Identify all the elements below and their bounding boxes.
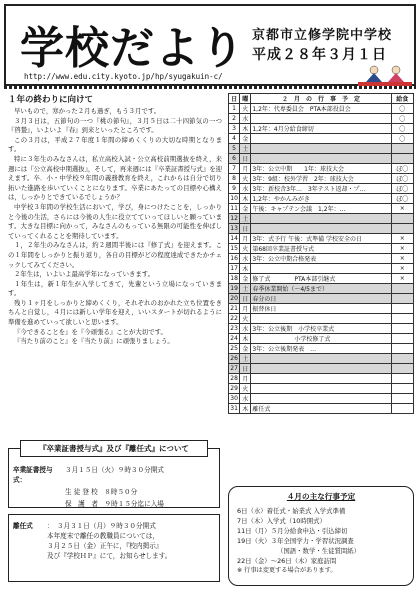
calendar-event-cell: 3年：公立中期 1年：球技大会 bbox=[251, 164, 391, 174]
calendar-event-cell: 3年：公立中期合格発表 bbox=[251, 254, 391, 264]
calendar-day-cell: 26 bbox=[230, 355, 238, 362]
april-title: ４月の主な行事予定 bbox=[286, 492, 356, 501]
calendar-day-cell: 31 bbox=[230, 405, 238, 412]
calendar-event-cell: 3年：9組：校外学習 2年：球技大会 bbox=[251, 174, 391, 184]
calendar-lunch-cell: 〇 bbox=[391, 104, 413, 114]
calendar-day-cell: 20 bbox=[230, 295, 238, 302]
calendar-day-cell: 8 bbox=[229, 174, 240, 184]
calendar-weekday-cell: 水 bbox=[240, 254, 251, 264]
calendar-day-cell: 30 bbox=[230, 395, 238, 402]
calendar-day-cell: 24 bbox=[230, 335, 238, 342]
calendar-row bbox=[229, 164, 414, 174]
calendar-lunch-cell bbox=[391, 224, 413, 234]
calendar-row bbox=[229, 144, 414, 154]
calendar-event-cell bbox=[251, 384, 391, 394]
calendar-row bbox=[229, 194, 414, 204]
calendar-weekday-cell: 火 bbox=[240, 174, 251, 184]
retirement-row bbox=[13, 541, 215, 551]
calendar-day-cell: 14 bbox=[230, 235, 238, 242]
calendar-event-cell: 小学校修了式 bbox=[251, 334, 391, 344]
calendar-event-cell bbox=[251, 374, 391, 384]
calendar-weekday-cell: 日 bbox=[240, 364, 251, 374]
calendar-day-cell: 3 bbox=[229, 124, 240, 134]
calendar-row bbox=[229, 314, 414, 324]
calendar-day-cell: 27 bbox=[230, 365, 238, 372]
article-title: １年の終わりに向けて bbox=[8, 95, 94, 105]
calendar-lunch-cell bbox=[391, 354, 413, 364]
calendar-event-cell: 春分の日 bbox=[251, 294, 391, 304]
col-weekday: 曜 bbox=[240, 94, 251, 104]
calendar-lunch-cell: × bbox=[391, 274, 413, 284]
calendar-weekday-cell: 火 bbox=[240, 384, 251, 394]
calendar-event-cell bbox=[251, 224, 391, 234]
calendar-event-cell: 1,2年：4月分給食締切 bbox=[251, 124, 391, 134]
graduation-row bbox=[13, 487, 215, 497]
calendar-weekday-cell: 木 bbox=[240, 194, 251, 204]
calendar-day-cell: 29 bbox=[230, 385, 238, 392]
calendar-day-cell: 25 bbox=[230, 345, 238, 352]
calendar-day-cell: 6 bbox=[229, 154, 240, 164]
calendar-day-cell: 15 bbox=[230, 245, 238, 252]
header-divider bbox=[4, 86, 416, 89]
april-item: 22日（金）～26日（木）家庭訪問 bbox=[237, 557, 337, 565]
calendar-event-cell: 3年：新校舎3年… 3年テスト返却・プ… bbox=[251, 184, 391, 194]
calendar-row bbox=[229, 334, 414, 344]
calendar-event-cell bbox=[251, 214, 391, 224]
retirement-line: 及び『学校ＨＰ』にて，お知らせします。 bbox=[47, 552, 172, 560]
calendar-lunch-cell bbox=[391, 314, 413, 324]
calendar-row bbox=[229, 294, 414, 304]
calendar-row bbox=[229, 234, 414, 244]
calendar-event-cell bbox=[251, 354, 391, 364]
calendar-lunch-cell: × bbox=[391, 244, 413, 254]
calendar-weekday-cell: 木 bbox=[240, 334, 251, 344]
calendar-lunch-cell bbox=[391, 384, 413, 394]
calendar-weekday-cell: 金 bbox=[240, 274, 251, 284]
calendar-lunch-cell bbox=[391, 304, 413, 314]
calendar-day-cell: 5 bbox=[229, 144, 240, 154]
april-item: 7日（木）入学式（10時開式） bbox=[237, 517, 326, 525]
april-item: 6日（水）着任式・始業式 入学式準備 bbox=[237, 507, 346, 515]
calendar-event-cell bbox=[251, 154, 391, 164]
school-url[interactable]: http://www.edu.city.kyoto.jp/hp/syugakuin-c/ bbox=[24, 72, 223, 81]
calendar-weekday-cell: 水 bbox=[240, 394, 251, 404]
school-name: 京都市立修学院中学校 bbox=[252, 28, 393, 43]
graduation-line: 保 護 者 ９時１５分迄に入場 bbox=[65, 500, 164, 508]
calendar-lunch-cell: ぼ〇 bbox=[391, 184, 413, 194]
calendar-weekday-cell: 日 bbox=[240, 154, 251, 164]
retirement-line: 本年度末で離任の教職員については， bbox=[47, 532, 159, 540]
calendar-weekday-cell: 月 bbox=[240, 234, 251, 244]
calendar-row bbox=[229, 394, 414, 404]
calendar-event-cell bbox=[251, 364, 391, 374]
calendar-weekday-cell: 月 bbox=[240, 164, 251, 174]
calendar-weekday-cell: 土 bbox=[240, 214, 251, 224]
calendar-row bbox=[229, 104, 414, 114]
retirement-line: ： ３月３１日（月）９時３０分開式 bbox=[47, 522, 156, 530]
april-note: ※ 行事は変更する場合があります。 bbox=[237, 567, 337, 574]
calendar-row bbox=[229, 344, 414, 354]
calendar-row bbox=[229, 134, 414, 144]
calendar-row bbox=[229, 274, 414, 284]
calendar-event-cell: 修了式 PTA本部引継式 bbox=[251, 274, 391, 284]
calendar-lunch-cell bbox=[391, 144, 413, 154]
calendar-weekday-cell: 水 bbox=[240, 114, 251, 124]
calendar-day-cell: 11 bbox=[230, 205, 238, 212]
calendar-row bbox=[229, 174, 414, 184]
calendar-weekday-cell: 木 bbox=[240, 264, 251, 274]
calendar-day-cell: 13 bbox=[230, 225, 238, 232]
calendar-event-cell: 1,2年：やかんみがき bbox=[251, 194, 391, 204]
calendar-body bbox=[229, 104, 414, 414]
calendar-lunch-cell: 〇 bbox=[391, 134, 413, 144]
calendar-lunch-cell: 〇 bbox=[391, 124, 413, 134]
calendar-lunch-cell bbox=[391, 334, 413, 344]
calendar-row bbox=[229, 214, 414, 224]
article-paragraph: 『当たり前のこと』を『当たり前』に頑張りましょう。 bbox=[14, 337, 174, 346]
calendar-weekday-cell: 土 bbox=[240, 354, 251, 364]
article-paragraph: 中学校３年間の学校生活において，学び，身につけたことを，しっかりと今後の生活，さらには今後の人生に役立てていってほしいと願っています。大きな目標に向かって，みなさんのもっている無限の可能性を伸ばしていってくれることを期待しています。 bbox=[8, 202, 222, 240]
article-paragraph: この３月は，平成２７年度１年間の締めくくりの大切な時期となります。 bbox=[8, 135, 222, 154]
calendar-day-cell: 23 bbox=[230, 325, 238, 332]
graduation-line: ３月１５日（火）９時３０分開式 bbox=[65, 466, 164, 474]
newsletter-title: 学校だより bbox=[20, 23, 245, 74]
calendar-weekday-cell: 日 bbox=[240, 294, 251, 304]
calendar-day-cell: 17 bbox=[230, 265, 238, 272]
calendar-event-cell bbox=[251, 264, 391, 274]
calendar-event-cell: 3年：公立後期 小学校卒業式 bbox=[251, 324, 391, 334]
calendar-day-cell: 18 bbox=[230, 275, 238, 282]
calendar-lunch-cell: 〇 bbox=[391, 114, 413, 124]
article-paragraph: 早いもので，寒かった２月も過ぎ，もう３月です。 bbox=[14, 107, 161, 115]
april-item: 19日（火）３年全国学力・学習状況調査 bbox=[237, 537, 354, 545]
calendar-row bbox=[229, 264, 414, 274]
calendar-weekday-cell: 土 bbox=[240, 144, 251, 154]
calendar-row bbox=[229, 284, 414, 294]
hina-dolls-illustration bbox=[358, 64, 412, 86]
calendar-day-cell: 19 bbox=[230, 285, 238, 292]
calendar-weekday-cell: 木 bbox=[240, 124, 251, 134]
calendar-weekday-cell: 木 bbox=[240, 404, 251, 414]
calendar-day-cell: 2 bbox=[229, 114, 240, 124]
article-paragraph: １年生は，新１年生が入学してきて，先輩という立場になっていきます。 bbox=[8, 279, 222, 298]
calendar-event-cell: 振替休日 bbox=[251, 304, 391, 314]
calendar-lunch-cell bbox=[391, 404, 413, 414]
calendar-lunch-cell bbox=[391, 214, 413, 224]
calendar-event-cell: 離任式 bbox=[251, 404, 391, 414]
calendar-lunch-cell: × bbox=[391, 204, 413, 214]
calendar-lunch-cell bbox=[391, 284, 413, 294]
article-paragraph: 『今できることを』を『今頑張る』ことが大切です。 bbox=[14, 327, 167, 336]
calendar-day-cell: 12 bbox=[230, 215, 238, 222]
calendar-row bbox=[229, 304, 414, 314]
calendar-weekday-cell: 金 bbox=[240, 344, 251, 354]
calendar-day-cell: 9 bbox=[229, 184, 240, 194]
graduation-row bbox=[13, 499, 215, 509]
retirement-line: ３月２５日（金）正午に，『校内掲示』 bbox=[47, 542, 163, 550]
calendar-event-cell: 第68回卒業証書授与式 bbox=[251, 244, 391, 254]
calendar-row bbox=[229, 384, 414, 394]
calendar-lunch-cell bbox=[391, 394, 413, 404]
col-event: ２ 月 の 行 事 予 定 bbox=[251, 94, 391, 104]
calendar-event-cell: 午後：キャプテン会議 1,2年：… bbox=[251, 204, 391, 214]
article-paragraph: 特に３年生のみなさんは，私立高校入試・公立高校前期選抜を終え，来週には『公立高校中期選抜』，そして，再来週には『卒業証書授与式』を迎えます。卒．小・中学校９年間の義務教育を終え，これからは自分で切り拓いた進路を歩いていくことになります。卒業にあたっての目標や心構えは，しっかりとできているでしょうか？ bbox=[8, 154, 222, 202]
calendar-header-row bbox=[229, 94, 414, 104]
calendar-lunch-cell bbox=[391, 154, 413, 164]
retirement-label: 離任式 bbox=[13, 522, 33, 530]
calendar-day-cell: 7 bbox=[229, 164, 240, 174]
retirement-box bbox=[8, 514, 220, 582]
event-calendar-table bbox=[228, 93, 414, 414]
graduation-label: 卒業証書授与式： bbox=[13, 466, 53, 484]
newsletter-header bbox=[4, 4, 416, 86]
calendar-event-cell bbox=[251, 114, 391, 124]
calendar-weekday-cell: 金 bbox=[240, 204, 251, 214]
calendar-lunch-cell bbox=[391, 364, 413, 374]
calendar-event-cell: 1,2年：代専委員会 PTA本部役員会 bbox=[251, 104, 391, 114]
ceremony-heading: 『卒業証書授与式』及び『離任式』について bbox=[20, 440, 208, 457]
calendar-row bbox=[229, 204, 414, 214]
graduation-box bbox=[8, 448, 220, 508]
article-body bbox=[8, 107, 222, 347]
article-paragraph: １，２年生のみなさんは，約２週間半後には『修了式』を迎えます。この１年間をしっかりと振り返り，各自の目標がどの程度達成できたかチェックしてみてください。 bbox=[8, 241, 222, 269]
calendar-row bbox=[229, 154, 414, 164]
calendar-event-cell: 3年：式予行 午後：式準備 学校安全の日 bbox=[251, 234, 391, 244]
calendar-lunch-cell: ぼ〇 bbox=[391, 194, 413, 204]
calendar-row bbox=[229, 324, 414, 334]
calendar-row bbox=[229, 404, 414, 414]
calendar-lunch-cell: × bbox=[391, 264, 413, 274]
retirement-row bbox=[13, 551, 215, 561]
retirement-row bbox=[13, 531, 215, 541]
calendar-lunch-cell: ぼ〇 bbox=[391, 164, 413, 174]
calendar-day-cell: 4 bbox=[229, 134, 240, 144]
calendar-day-cell: 1 bbox=[229, 104, 240, 114]
calendar-row bbox=[229, 124, 414, 134]
calendar-day-cell: 10 bbox=[230, 195, 238, 202]
calendar-lunch-cell: × bbox=[391, 234, 413, 244]
article-paragraph: 残り１ヶ月をしっかりと締めくくり，それぞれのおかれた立ち位置をきちんと自覚し，４月には新しい学年を迎え，いいスタートが切れるように準備を進めていって欲しいと思います。 bbox=[8, 298, 222, 327]
calendar-event-cell bbox=[251, 144, 391, 154]
april-schedule-box bbox=[228, 486, 414, 586]
calendar-day-cell: 21 bbox=[230, 305, 238, 312]
calendar-lunch-cell bbox=[391, 344, 413, 354]
calendar-weekday-cell: 月 bbox=[240, 374, 251, 384]
calendar-weekday-cell: 金 bbox=[240, 134, 251, 144]
article bbox=[8, 93, 222, 347]
calendar-event-cell bbox=[251, 134, 391, 144]
calendar-lunch-cell bbox=[391, 294, 413, 304]
calendar-weekday-cell: 火 bbox=[240, 244, 251, 254]
col-lunch: 給食 bbox=[391, 94, 413, 104]
graduation-line: 生 徒 登 校 ８時５０分 bbox=[65, 488, 138, 496]
calendar-lunch-cell: ぼ〇 bbox=[391, 174, 413, 184]
calendar-lunch-cell bbox=[391, 374, 413, 384]
calendar-row bbox=[229, 114, 414, 124]
issue-date: 平成２８年３月１日 bbox=[252, 47, 387, 63]
april-item: 11日（月）５月分給食申込・引込締切 bbox=[237, 527, 348, 535]
calendar-row bbox=[229, 224, 414, 234]
calendar-weekday-cell: 水 bbox=[240, 184, 251, 194]
calendar-event-cell bbox=[251, 314, 391, 324]
calendar-event-cell bbox=[251, 394, 391, 404]
article-paragraph: ３月３日は，五節句の一つ『桃の節句』，３月５日は二十四節気の一つ『啓蟄』，いよいよ『春』到来といったところです。 bbox=[8, 116, 222, 135]
calendar-section bbox=[228, 93, 414, 414]
calendar-event-cell: 春季休業開始（～4/5まで） bbox=[251, 284, 391, 294]
calendar-weekday-cell: 日 bbox=[240, 224, 251, 234]
calendar-row bbox=[229, 254, 414, 264]
calendar-weekday-cell: 水 bbox=[240, 324, 251, 334]
calendar-weekday-cell: 月 bbox=[240, 304, 251, 314]
calendar-day-cell: 16 bbox=[230, 255, 238, 262]
april-item: （国語・数学・生徒質問紙） bbox=[277, 547, 361, 555]
calendar-day-cell: 22 bbox=[230, 315, 238, 322]
calendar-lunch-cell bbox=[391, 324, 413, 334]
article-paragraph: ２年生は，いよいよ最高学年になっていきます。 bbox=[14, 270, 155, 279]
calendar-event-cell: 3年：公立後期発表 … bbox=[251, 344, 391, 354]
calendar-row bbox=[229, 184, 414, 194]
calendar-row bbox=[229, 244, 414, 254]
calendar-row bbox=[229, 364, 414, 374]
graduation-row bbox=[13, 465, 215, 485]
calendar-row bbox=[229, 354, 414, 364]
calendar-weekday-cell: 火 bbox=[240, 314, 251, 324]
retirement-row bbox=[13, 521, 215, 531]
col-day: 日 bbox=[229, 94, 240, 104]
calendar-weekday-cell: 火 bbox=[240, 104, 251, 114]
calendar-lunch-cell: × bbox=[391, 254, 413, 264]
calendar-weekday-cell: 土 bbox=[240, 284, 251, 294]
calendar-row bbox=[229, 374, 414, 384]
calendar-day-cell: 28 bbox=[230, 375, 238, 382]
